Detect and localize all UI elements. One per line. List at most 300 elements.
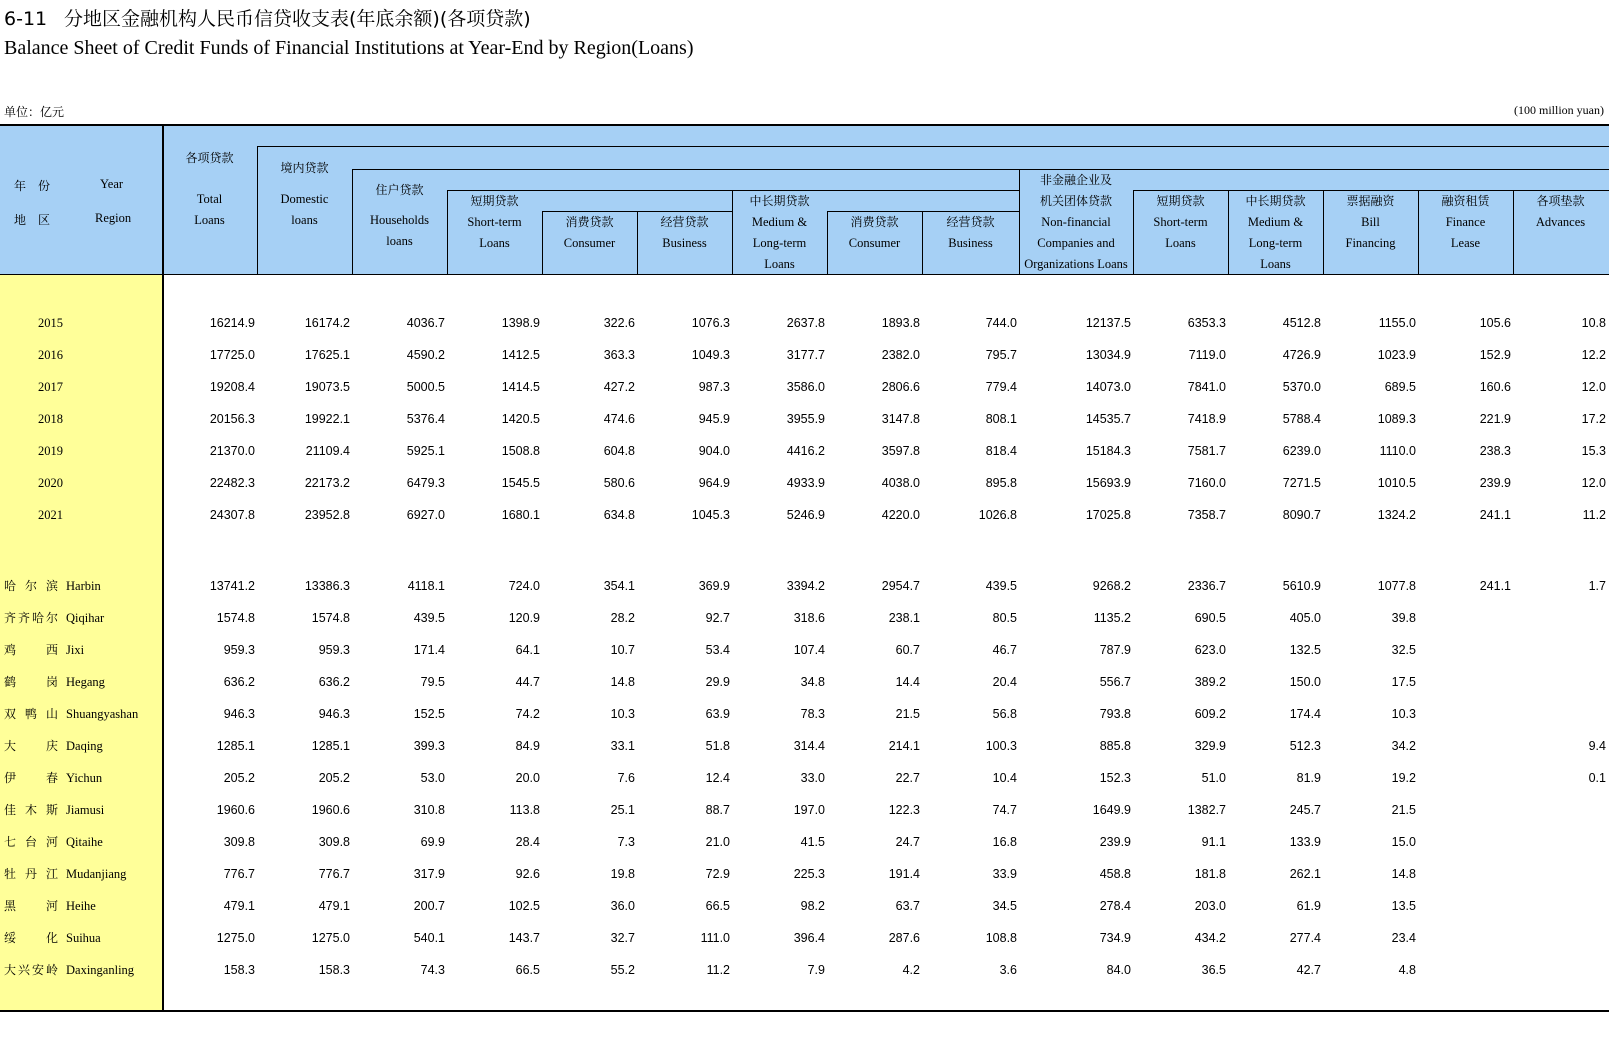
- table-row: [0, 736, 1609, 756]
- header-rule: [257, 146, 1609, 147]
- table-cell: 636.2: [318, 675, 350, 689]
- header-advances: 各项垫款 Advances: [1535, 194, 1586, 229]
- table-cell: 32.5: [1391, 643, 1416, 657]
- row-region-cn: 牡丹江: [4, 867, 58, 881]
- header-rule: [352, 169, 1609, 170]
- table-cell: 479.1: [223, 899, 255, 913]
- table-row: [0, 768, 1609, 788]
- header-domestic-loans: 境内贷款 Domestic loans: [280, 161, 329, 227]
- table-cell: 21109.4: [305, 444, 350, 458]
- row-region-en: Shuangyashan: [66, 707, 139, 721]
- table-cell: 1045.3: [691, 508, 730, 522]
- row-year: 2018: [38, 412, 63, 426]
- table-cell: 1382.7: [1187, 803, 1226, 817]
- table-cell: 4512.8: [1282, 316, 1321, 330]
- table-row: [0, 928, 1609, 948]
- table-row: [0, 345, 1609, 365]
- table-cell: 10.3: [610, 707, 635, 721]
- table-cell: 6479.3: [406, 476, 445, 490]
- header-hh-short-business: 经营贷款 Business: [660, 215, 709, 250]
- table-cell: 15.3: [1581, 444, 1606, 458]
- row-region-cn: 佳木斯: [4, 803, 58, 817]
- table-cell: 987.3: [698, 380, 730, 394]
- table-cell: 1398.9: [501, 316, 540, 330]
- table-cell: 7.3: [617, 835, 635, 849]
- table-cell: 15.0: [1391, 835, 1416, 849]
- table-cell: 21.0: [705, 835, 730, 849]
- table-row: [0, 864, 1609, 884]
- row-year: 2015: [38, 316, 63, 330]
- table-cell: 197.0: [793, 803, 825, 817]
- table-cell: 12.0: [1581, 476, 1606, 490]
- table-cell: 13034.9: [1085, 348, 1131, 362]
- table-cell: 5376.4: [406, 412, 445, 426]
- table-cell: 239.9: [1479, 476, 1511, 490]
- table-cell: 24.7: [895, 835, 920, 849]
- row-region-en: Harbin: [66, 579, 101, 593]
- table-cell: 9.4: [1588, 739, 1606, 753]
- table-cell: 23952.8: [304, 508, 350, 522]
- header-finance-lease: 融资租赁 Finance Lease: [1441, 194, 1490, 250]
- row-region-en: Suihua: [66, 931, 101, 945]
- table-row: [0, 704, 1609, 724]
- table-cell: 439.5: [413, 611, 445, 625]
- table-cell: 5000.5: [406, 380, 445, 394]
- table-cell: 1076.3: [691, 316, 730, 330]
- table-cell: 44.7: [515, 675, 540, 689]
- header-nonfinancial-loans: 非金融企业及 机关团体贷款 Non-financial Companies and Organizations Loans: [1024, 173, 1128, 271]
- table-cell: 19208.4: [209, 380, 255, 394]
- table-cell: 1545.5: [501, 476, 540, 490]
- table-cell: 239.9: [1099, 835, 1131, 849]
- table-cell: 5246.9: [786, 508, 825, 522]
- table-cell: 14073.0: [1085, 380, 1131, 394]
- table-row: [0, 377, 1609, 397]
- table-cell: 776.7: [223, 867, 255, 881]
- table-bottom-rule: [0, 1010, 1609, 1012]
- row-region-cn: 大兴安岭: [4, 963, 58, 977]
- table-cell: 203.0: [1194, 899, 1226, 913]
- table-cell: 3394.2: [786, 579, 825, 593]
- table-cell: 959.3: [318, 643, 350, 657]
- table-cell: 4038.0: [881, 476, 920, 490]
- table-cell: 33.9: [992, 867, 1017, 881]
- table-cell: 61.9: [1296, 899, 1321, 913]
- table-cell: 14.8: [610, 675, 635, 689]
- table-cell: 818.4: [985, 444, 1017, 458]
- table-cell: 63.9: [705, 707, 730, 721]
- table-cell: 734.9: [1099, 931, 1131, 945]
- table-cell: 20.0: [515, 771, 540, 785]
- row-year: 2019: [38, 444, 63, 458]
- table-cell: 396.4: [793, 931, 825, 945]
- unit-label-en: (100 million yuan): [1514, 103, 1604, 117]
- table-cell: 158.3: [223, 963, 255, 977]
- table-cell: 793.8: [1099, 707, 1131, 721]
- table-cell: 51.8: [705, 739, 730, 753]
- table-cell: 1893.8: [881, 316, 920, 330]
- table-cell: 21.5: [895, 707, 920, 721]
- table-cell: 20.4: [992, 675, 1017, 689]
- table-cell: 241.1: [1479, 579, 1511, 593]
- table-cell: 4036.7: [406, 316, 445, 330]
- table-cell: 609.2: [1194, 707, 1226, 721]
- table-cell: 15184.3: [1085, 444, 1131, 458]
- row-region-cn: 绥化: [4, 931, 58, 945]
- table-cell: 33.0: [800, 771, 825, 785]
- table-cell: 19922.1: [304, 412, 350, 426]
- table-cell: 1285.1: [311, 739, 350, 753]
- table-cell: 1508.8: [501, 444, 540, 458]
- table-cell: 80.5: [992, 611, 1017, 625]
- table-cell: 1077.8: [1377, 579, 1416, 593]
- table-cell: 4118.1: [407, 579, 445, 593]
- table-cell: 19.8: [610, 867, 635, 881]
- table-cell: 102.5: [508, 899, 540, 913]
- table-cell: 309.8: [223, 835, 255, 849]
- table-cell: 1110.0: [1379, 444, 1416, 458]
- table-cell: 66.5: [705, 899, 730, 913]
- table-cell: 152.5: [413, 707, 445, 721]
- table-cell: 7358.7: [1187, 508, 1226, 522]
- table-row: [0, 441, 1609, 461]
- table-cell: 6239.0: [1282, 444, 1321, 458]
- table-cell: 51.0: [1201, 771, 1226, 785]
- page-title-cn: [4, 4, 531, 31]
- table-cell: 14.8: [1391, 867, 1416, 881]
- table-cell: 150.0: [1289, 675, 1321, 689]
- table-cell: 885.8: [1099, 739, 1131, 753]
- table-cell: 322.6: [603, 316, 635, 330]
- table-cell: 55.2: [610, 963, 635, 977]
- table-cell: 4590.2: [406, 348, 445, 362]
- table-cell: 34.5: [992, 899, 1017, 913]
- table-cell: 143.7: [508, 931, 540, 945]
- table-cell: 1285.1: [216, 739, 255, 753]
- row-region-cn: 鹤岗: [4, 675, 58, 689]
- table-cell: 479.1: [318, 899, 350, 913]
- table-cell: 11.2: [1582, 508, 1606, 522]
- table-cell: 3586.0: [786, 380, 825, 394]
- table-cell: 964.9: [698, 476, 730, 490]
- table-cell: 7160.0: [1187, 476, 1226, 490]
- table-cell: 10.3: [1391, 707, 1416, 721]
- table-cell: 108.8: [985, 931, 1017, 945]
- table-cell: 4726.9: [1282, 348, 1321, 362]
- table-cell: 556.7: [1099, 675, 1131, 689]
- table-cell: 23.4: [1391, 931, 1416, 945]
- table-cell: 309.8: [318, 835, 350, 849]
- table-cell: 1275.0: [311, 931, 350, 945]
- row-region-en: Qitaihe: [66, 835, 103, 849]
- header-hh-short-consumer: 消费贷款 Consumer: [563, 215, 616, 250]
- table-cell: 9268.2: [1092, 579, 1131, 593]
- table-cell: 4220.0: [881, 508, 920, 522]
- table-cell: 1649.9: [1092, 803, 1131, 817]
- table-cell: 13741.2: [209, 579, 255, 593]
- table-cell: 17025.8: [1085, 508, 1131, 522]
- table-cell: 634.8: [603, 508, 635, 522]
- table-cell: 1414.5: [501, 380, 540, 394]
- table-cell: 12137.5: [1085, 316, 1131, 330]
- table-cell: 6927.0: [406, 508, 445, 522]
- table-row: [0, 832, 1609, 852]
- table-cell: 200.7: [413, 899, 445, 913]
- table-cell: 2637.8: [786, 316, 825, 330]
- table-cell: 277.4: [1289, 931, 1321, 945]
- table-cell: 4.2: [902, 963, 920, 977]
- table-cell: 0.1: [1588, 771, 1606, 785]
- table-cell: 5925.1: [406, 444, 445, 458]
- table-cell: 17625.1: [304, 348, 350, 362]
- table-cell: 2954.7: [881, 579, 920, 593]
- table-cell: 12.0: [1581, 380, 1606, 394]
- table-cell: 427.2: [603, 380, 635, 394]
- table-cell: 15693.9: [1085, 476, 1131, 490]
- table-row: [0, 505, 1609, 525]
- header-hh-short-term: 短期贷款 Short-term Loans: [467, 194, 522, 250]
- table-cell: 4416.2: [786, 444, 825, 458]
- table-cell: 84.0: [1106, 963, 1131, 977]
- table-row: [0, 473, 1609, 493]
- table-cell: 32.7: [610, 931, 635, 945]
- table-cell: 399.3: [413, 739, 445, 753]
- stub-year-cn: 年 份: [14, 179, 51, 193]
- table-row: [0, 576, 1609, 596]
- table-cell: 636.2: [223, 675, 255, 689]
- table-cell: 29.9: [705, 675, 730, 689]
- table-cell: 66.5: [515, 963, 540, 977]
- table-cell: 1026.8: [978, 508, 1017, 522]
- table-cell: 959.3: [223, 643, 255, 657]
- table-cell: 434.2: [1194, 931, 1226, 945]
- row-region-en: Yichun: [66, 771, 103, 785]
- table-cell: 3955.9: [786, 412, 825, 426]
- table-cell: 317.9: [413, 867, 445, 881]
- table-cell: 28.2: [610, 611, 635, 625]
- table-cell: 17725.0: [209, 348, 255, 362]
- table-cell: 904.0: [698, 444, 730, 458]
- row-region-en: Daxinganling: [66, 963, 135, 977]
- table-cell: 33.1: [610, 739, 635, 753]
- header-hh-medium-long-term: 中长期贷款 Medium & Long-term Loans: [749, 194, 810, 271]
- table-cell: 120.9: [508, 611, 540, 625]
- table-cell: 34.2: [1391, 739, 1416, 753]
- table-cell: 1049.3: [691, 348, 730, 362]
- table-cell: 13.5: [1391, 899, 1416, 913]
- table-cell: 314.4: [793, 739, 825, 753]
- table-cell: 10.7: [610, 643, 635, 657]
- table-cell: 11.2: [706, 963, 730, 977]
- table-cell: 787.9: [1099, 643, 1131, 657]
- table-cell: 160.6: [1479, 380, 1511, 394]
- table-cell: 174.4: [1289, 707, 1321, 721]
- row-year: 2020: [38, 476, 63, 490]
- table-cell: 14.4: [895, 675, 920, 689]
- table-cell: 354.1: [603, 579, 635, 593]
- table-cell: 214.1: [888, 739, 920, 753]
- table-row: [0, 409, 1609, 429]
- table-cell: 60.7: [895, 643, 920, 657]
- table-cell: 1135.2: [1093, 611, 1131, 625]
- table-cell: 369.9: [698, 579, 730, 593]
- table-cell: 623.0: [1194, 643, 1226, 657]
- table-cell: 2382.0: [881, 348, 920, 362]
- table-cell: 808.1: [985, 412, 1017, 426]
- table-cell: 7.9: [807, 963, 825, 977]
- table-cell: 46.7: [992, 643, 1017, 657]
- page-title-en: Balance Sheet of Credit Funds of Financial Institutions at Year-End by Region(Loans): [4, 37, 694, 59]
- table-cell: 42.7: [1296, 963, 1321, 977]
- table-cell: 10.4: [992, 771, 1017, 785]
- table-cell: 776.7: [318, 867, 350, 881]
- header-hh-medium-consumer: 消费贷款 Consumer: [848, 215, 901, 250]
- table-cell: 191.4: [888, 867, 920, 881]
- table-cell: 329.9: [1194, 739, 1226, 753]
- table-cell: 132.5: [1289, 643, 1321, 657]
- row-region-en: Heihe: [66, 899, 96, 913]
- table-cell: 105.6: [1479, 316, 1511, 330]
- table-cell: 241.1: [1479, 508, 1511, 522]
- stub-region-cn: 地 区: [14, 213, 51, 227]
- table-cell: 17.5: [1391, 675, 1416, 689]
- table-cell: 1023.9: [1377, 348, 1416, 362]
- table-cell: 74.7: [992, 803, 1017, 817]
- table-cell: 205.2: [223, 771, 255, 785]
- table-cell: 19.2: [1391, 771, 1416, 785]
- table-cell: 21.5: [1391, 803, 1416, 817]
- table-cell: 389.2: [1194, 675, 1226, 689]
- table-cell: 34.8: [800, 675, 825, 689]
- table-cell: 7841.0: [1187, 380, 1226, 394]
- row-region-cn: 七台河: [4, 835, 58, 849]
- table-cell: 12.2: [1581, 348, 1606, 362]
- table-cell: 580.6: [603, 476, 635, 490]
- table-cell: 24307.8: [209, 508, 255, 522]
- table-cell: 91.1: [1201, 835, 1226, 849]
- table-cell: 5370.0: [1282, 380, 1321, 394]
- table-cell: 245.7: [1289, 803, 1321, 817]
- table-cell: 363.3: [603, 348, 635, 362]
- table-cell: 4.8: [1398, 963, 1416, 977]
- table-cell: 3.6: [999, 963, 1017, 977]
- table-cell: 3177.7: [786, 348, 825, 362]
- row-region-cn: 哈尔滨: [4, 579, 58, 593]
- row-region-cn: 伊春: [4, 771, 58, 785]
- table-cell: 945.9: [698, 412, 730, 426]
- table-cell: 25.1: [610, 803, 635, 817]
- table-cell: 779.4: [985, 380, 1017, 394]
- table-cell: 152.3: [1099, 771, 1131, 785]
- row-year: 2021: [38, 508, 63, 522]
- table-cell: 16174.2: [304, 316, 350, 330]
- table-top-rule: [0, 124, 1609, 126]
- table-cell: 113.8: [509, 803, 540, 817]
- table-cell: 744.0: [985, 316, 1017, 330]
- table-cell: 1089.3: [1377, 412, 1416, 426]
- table-cell: 122.3: [888, 803, 920, 817]
- table-cell: 1420.5: [501, 412, 540, 426]
- table-cell: 74.2: [515, 707, 540, 721]
- table-cell: 17.2: [1581, 412, 1606, 426]
- table-cell: 225.3: [793, 867, 825, 881]
- table-cell: 5788.4: [1282, 412, 1321, 426]
- table-cell: 79.5: [420, 675, 445, 689]
- table-code: 6-11: [4, 8, 48, 30]
- table-cell: 262.1: [1289, 867, 1321, 881]
- table-cell: 39.8: [1391, 611, 1416, 625]
- table-cell: 512.3: [1289, 739, 1321, 753]
- table-cell: 689.5: [1384, 380, 1416, 394]
- header-households-loans: 住户贷款 Households loans: [369, 183, 430, 248]
- row-region-en: Daqing: [66, 739, 103, 753]
- table-cell: 22.7: [895, 771, 920, 785]
- table-cell: 22482.3: [209, 476, 255, 490]
- table-cell: 152.9: [1479, 348, 1511, 362]
- header-nf-short-term: 短期贷款 Short-term Loans: [1153, 194, 1208, 250]
- header-total-loans: 各项贷款 Total Loans: [185, 151, 234, 227]
- table-cell: 287.6: [888, 931, 920, 945]
- table-cell: 7418.9: [1187, 412, 1226, 426]
- table-cell: 458.8: [1099, 867, 1131, 881]
- table-cell: 895.8: [985, 476, 1017, 490]
- table-cell: 92.7: [705, 611, 730, 625]
- table-row: [0, 960, 1609, 980]
- table-cell: 1.7: [1588, 579, 1606, 593]
- table-cell: 221.9: [1479, 412, 1511, 426]
- table-cell: 98.2: [800, 899, 825, 913]
- table-cell: 540.1: [413, 931, 445, 945]
- table-cell: 1155.0: [1378, 316, 1416, 330]
- table-cell: 6353.3: [1187, 316, 1226, 330]
- table-cell: 1680.1: [501, 508, 540, 522]
- table-cell: 19073.5: [304, 380, 350, 394]
- table-cell: 64.1: [515, 643, 540, 657]
- table-cell: 72.9: [705, 867, 730, 881]
- table-cell: 158.3: [318, 963, 350, 977]
- table-cell: 1275.0: [216, 931, 255, 945]
- header-nf-medium-long-term: 中长期贷款 Medium & Long-term Loans: [1245, 194, 1306, 271]
- table-cell: 1960.6: [311, 803, 350, 817]
- stub-region-en: Region: [95, 211, 132, 225]
- table-cell: 16.8: [992, 835, 1017, 849]
- table-cell: 278.4: [1099, 899, 1131, 913]
- table-cell: 604.8: [603, 444, 635, 458]
- table-cell: 7271.5: [1282, 476, 1321, 490]
- row-region-en: Jiamusi: [66, 803, 105, 817]
- table-cell: 1574.8: [216, 611, 255, 625]
- table-cell: 171.4: [413, 643, 445, 657]
- table-cell: 20156.3: [209, 412, 255, 426]
- row-region-en: Qiqihar: [66, 611, 105, 625]
- table-cell: 56.8: [992, 707, 1017, 721]
- table-row: [0, 672, 1609, 692]
- table-cell: 405.0: [1289, 611, 1321, 625]
- table-cell: 28.4: [515, 835, 540, 849]
- table-cell: 13386.3: [304, 579, 350, 593]
- row-year: 2017: [38, 380, 63, 394]
- table-cell: 111.0: [700, 931, 730, 945]
- table-cell: 946.3: [318, 707, 350, 721]
- table-cell: 92.6: [515, 867, 540, 881]
- table-cell: 74.3: [420, 963, 445, 977]
- table-cell: 81.9: [1296, 771, 1321, 785]
- table-cell: 205.2: [318, 771, 350, 785]
- table-row: [0, 608, 1609, 628]
- table-cell: 724.0: [508, 579, 540, 593]
- table-cell: 1574.8: [311, 611, 350, 625]
- table-cell: 69.9: [420, 835, 445, 849]
